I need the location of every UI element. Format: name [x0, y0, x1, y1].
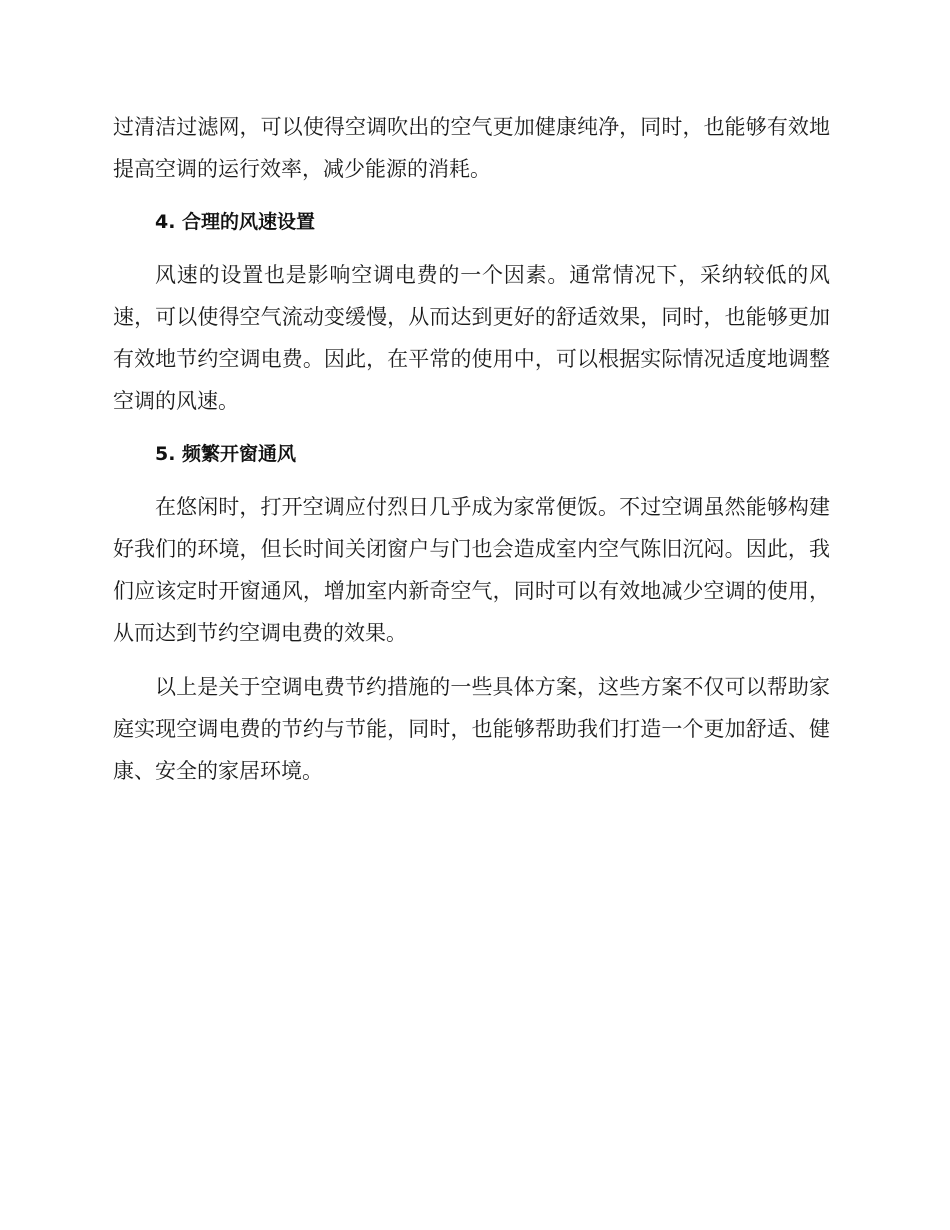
conclusion-paragraph: 以上是关于空调电费节约措施的一些具体方案，这些方案不仅可以帮助家庭实现空调电费的节约与节能，同时，也能够帮助我们打造一个更加舒适、健康、安全的家居环境。 [113, 675, 830, 783]
section-4-body: 风速的设置也是影响空调电费的一个因素。通常情况下，采纳较低的风速，可以使得空气流动变缓慢，从而达到更好的舒适效果，同时，也能够更加有效地节约空调电费。因此，在平常的使用中，可以根据实际情况适度地调整空调的风速。 [113, 263, 830, 413]
continued-paragraph: 过清洁过滤网，可以使得空调吹出的空气更加健康纯净，同时，也能够有效地提高空调的运行效率，减少能源的消耗。 [113, 115, 830, 181]
section-4-heading: 4. 合理的风速设置 [155, 211, 316, 233]
section-5-body: 在悠闲时，打开空调应付烈日几乎成为家常便饭。不过空调虽然能够构建好我们的环境，但长时间关闭窗户与门也会造成室内空气陈旧沉闷。因此，我们应该定时开窗通风，增加室内新奇空气，同时可以有效地减少空调的使用，从而达到节约空调电费的效果。 [113, 495, 830, 645]
section-5-heading: 5. 频繁开窗通风 [155, 443, 297, 465]
document-body [113, 106, 830, 792]
